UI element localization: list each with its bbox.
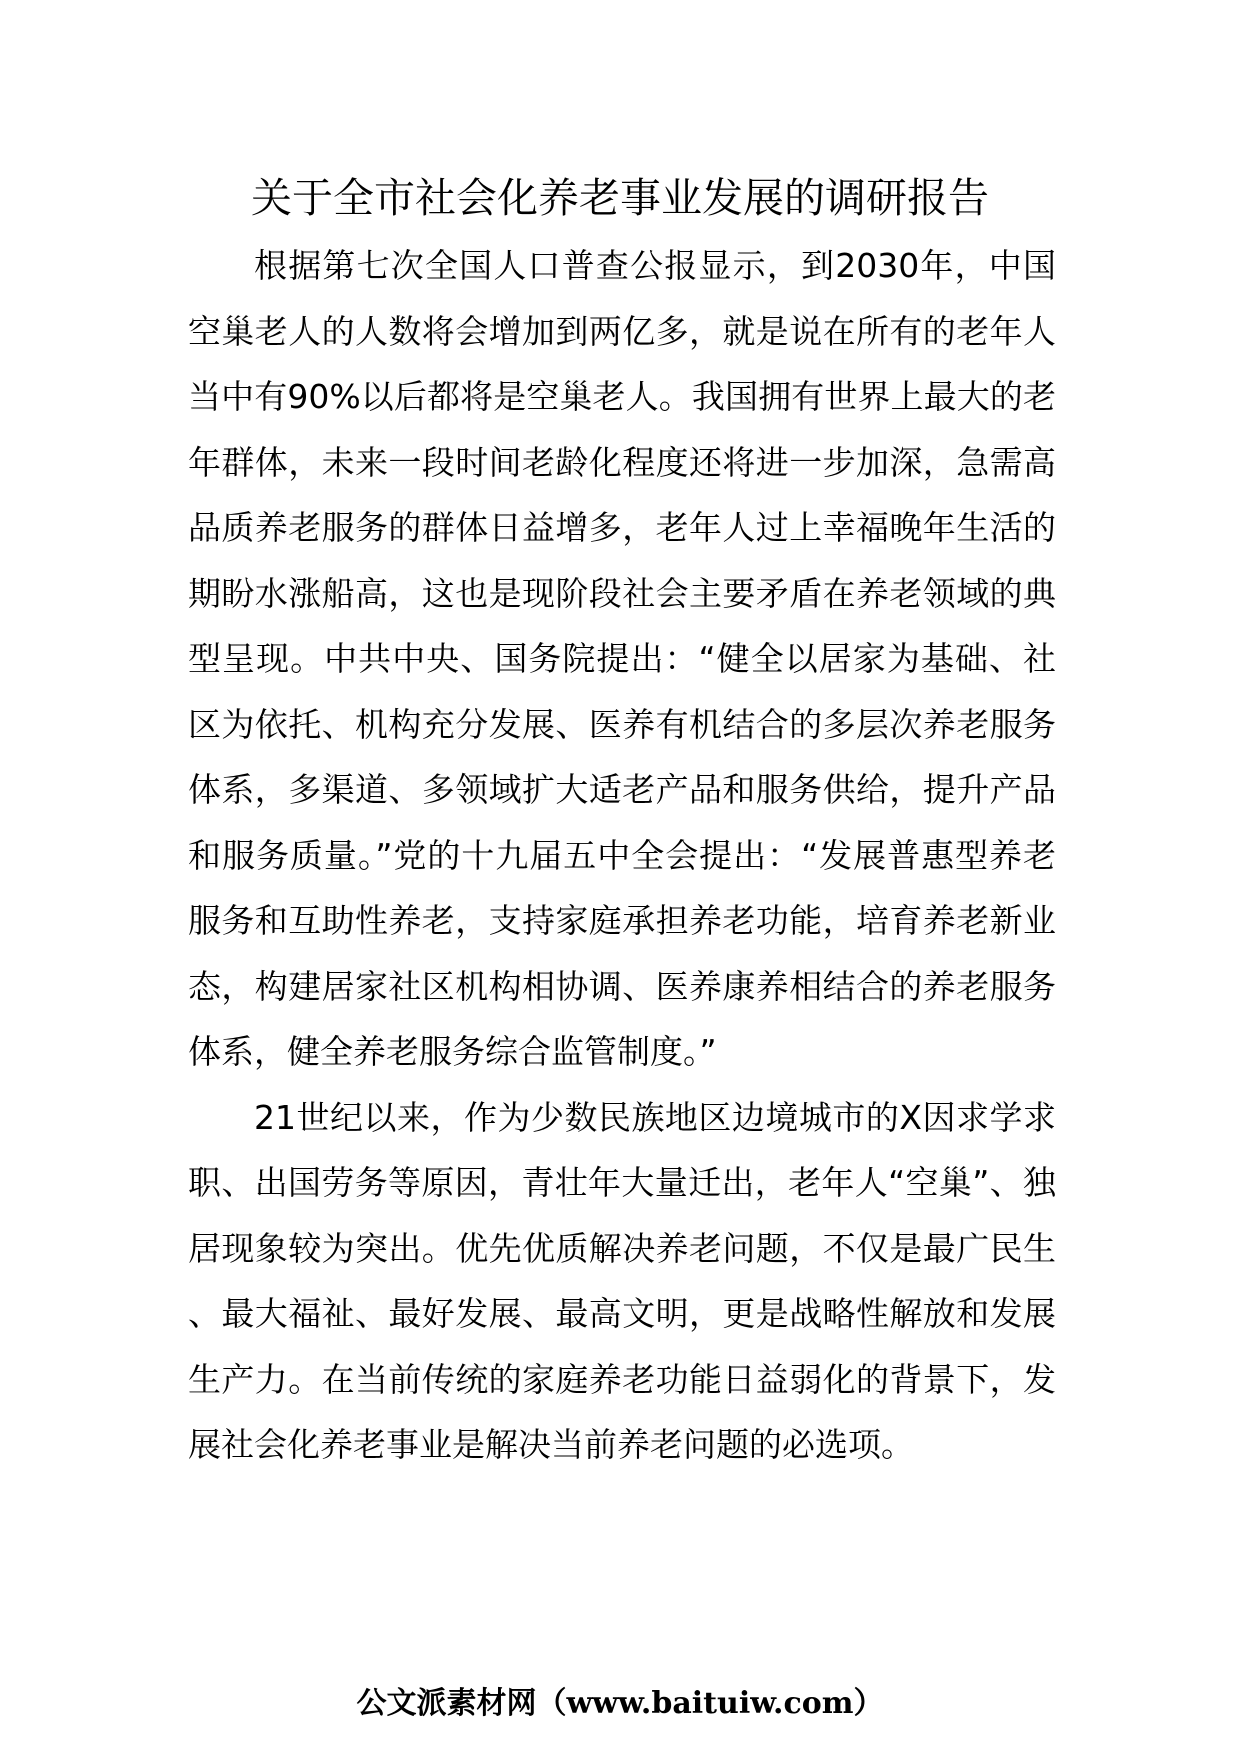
document-body — [188, 233, 1056, 1478]
document-title: 关于全市社会化养老事业发展的调研报告 — [251, 174, 989, 222]
footer-watermark: 公文派素材网（www.baituiw.com） — [356, 1686, 884, 1721]
paragraph-1: 根据第七次全国人口普查公报显示，到2030年，中国空巢老人的人数将会增加到两亿多，就是说在所有的老年人当中有90%以后都将是空巢老人。我国拥有世界上最大的老年群体，未来一段时间老龄化程度还将进一步加深，急需高品质养老服务的群体日益增多，老年人过上幸福晚年生活的期盼水涨船高，这也是现阶段社会主要矛盾在养老领域的典型呈现。中共中央、国务院提出：“健全以居家为基础、社区为依托、机构充分发展、医养有机结合的多层次养老服务体系，多渠道、多领域扩大适老产品和服务供给，提升产品和服务质量。”党的十九届五中全会提出：“发展普惠型养老服务和互助性养老，支持家庭承担养老功能，培育养老新业态，构建居家社区机构相协调、医养康养相结合的养老服务体系，健全养老服务综合监管制度。” — [188, 246, 1056, 1071]
paragraph-2: 21世纪以来，作为少数民族地区边境城市的X因求学求职、出国劳务等原因，青壮年大量迁出，老年人“空巢”、独居现象较为突出。优先优质解决养老问题，不仅是最广民生、最大福祉、最好发展、最高文明，更是战略性解放和发展生产力。在当前传统的家庭养老功能日益弱化的背景下，发展社会化养老事业是解决当前养老问题的必选项。 — [188, 1097, 1056, 1464]
